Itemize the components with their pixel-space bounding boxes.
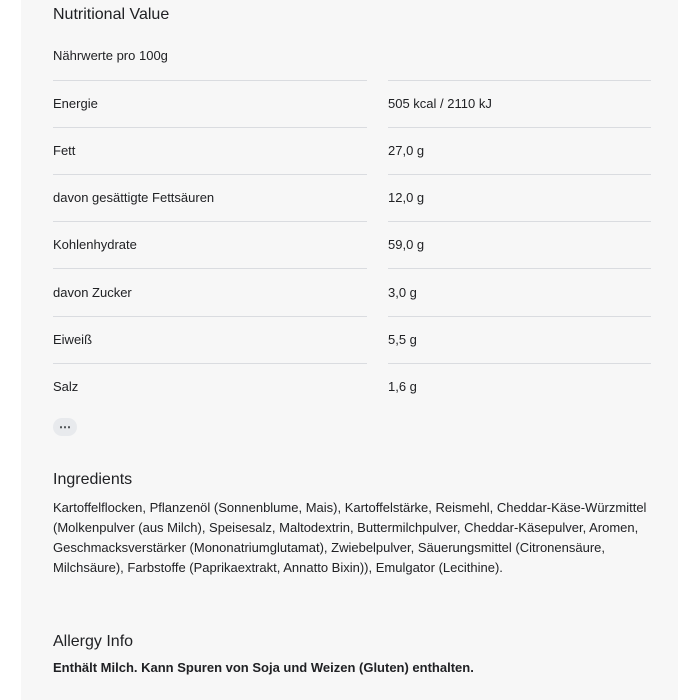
- nutrient-name: Energie: [53, 96, 98, 111]
- allergy-title: Allergy Info: [53, 633, 134, 650]
- nutrition-subheader: Nährwerte pro 100g: [53, 48, 168, 63]
- nutrient-name: Fett: [53, 143, 76, 158]
- nutrient-name: davon Zucker: [53, 285, 132, 300]
- nutrient-name: Salz: [53, 379, 79, 394]
- nutrient-name: Eiweiß: [53, 332, 93, 347]
- nutrition-row-saturated-fat: [21, 175, 678, 222]
- product-info-panel: [21, 0, 678, 700]
- nutrient-name: Kohlenhydrate: [53, 237, 137, 252]
- show-more-button[interactable]: ⋯: [53, 418, 77, 436]
- nutrient-value: 5,5 g: [388, 332, 417, 347]
- nutrient-value: 12,0 g: [388, 190, 425, 205]
- allergy-text: Enthält Milch. Kann Spuren von Soja und Weizen (Gluten) enthalten.: [53, 660, 474, 675]
- nutrition-row-carbohydrates: [21, 222, 678, 269]
- nutrition-row-protein: [21, 317, 678, 364]
- nutrition-row-fat: [21, 128, 678, 175]
- nutrient-value: 505 kcal / 2110 kJ: [388, 96, 492, 111]
- nutrition-row-sugar: [21, 270, 678, 317]
- divider: [388, 268, 651, 269]
- nutrition-row-energy: [21, 81, 678, 128]
- nutrient-value: 59,0 g: [388, 237, 425, 252]
- nutrient-value: 1,6 g: [388, 379, 417, 394]
- nutrient-value: 3,0 g: [388, 285, 417, 300]
- nutrient-value: 27,0 g: [388, 143, 425, 158]
- divider: [53, 268, 367, 269]
- nutrient-name: davon gesättigte Fettsäuren: [53, 190, 215, 205]
- nutrition-title: Nutritional Value: [53, 6, 170, 23]
- ingredients-text: Kartoffelflocken, Pflanzenöl (Sonnenblume, Mais), Kartoffelstärke, Reismehl, Cheddar-Käse-Würzmittel (Molkenpulver (aus Milch), Speisesalz, Maltodextrin, Buttermilchpulver, Cheddar-Käsepulver, Aromen, Geschmacksverstärker (Mononatriumglutamat), Zwiebelpulver, Säuerungsmittel (Citronensäure, Milchsäure), Farbstoffe (Paprikaextrakt, Annatto Bixin)), Emulgator (Lecithine).: [53, 500, 647, 575]
- nutrition-row-salt: [21, 364, 678, 411]
- ingredients-title: Ingredients: [53, 471, 133, 488]
